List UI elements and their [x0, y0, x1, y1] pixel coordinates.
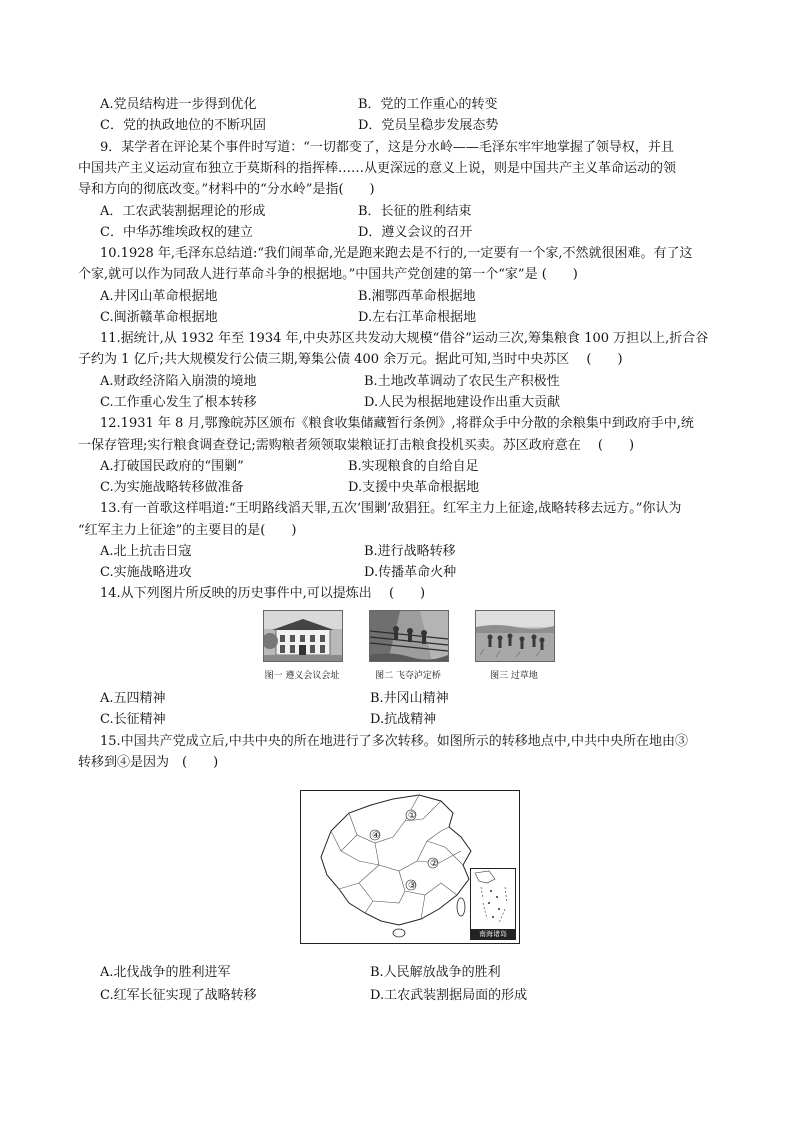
q11-option-a[interactable]: A.财政经济陷入崩溃的境地 — [100, 374, 257, 389]
map-marker-4: ④ — [372, 831, 381, 841]
q8-option-a[interactable]: A.党员结构进一步得到优化 — [100, 97, 257, 112]
q12-stem-line-2: 一保存管理;实行粮食调查登记;需购粮者须领取粜粮证打击粮食投机买卖。苏区政府意在 ( ) — [78, 438, 635, 453]
q10-option-c[interactable]: C.闽浙赣革命根据地 — [100, 310, 218, 325]
q9-stem-line-3: 导和方向的彻底改变。”材料中的“分水岭”是指( ) — [78, 182, 375, 197]
q11-stem-line-2: 子约为 1 亿斤;共大规模发行公债三期,筹集公债 400 余万元。据此可知,当时中央苏区 ( ) — [78, 352, 623, 367]
q12-option-c[interactable]: C.为实施战略转移做准备 — [100, 480, 244, 495]
q14-stem-line-1: 14.从下列图片所反映的历史事件中,可以提炼出 ( ) — [100, 586, 426, 601]
q11-option-d[interactable]: D.人民为根据地建设作出重大贡献 — [364, 395, 561, 410]
figure-3-photo — [475, 610, 555, 662]
q12-option-d[interactable]: D.支援中央革命根据地 — [348, 480, 480, 495]
q8-option-d[interactable]: D．党员呈稳步发展态势 — [358, 118, 499, 133]
q10-option-d[interactable]: D.左右江革命根据地 — [358, 310, 477, 325]
q14-figures — [255, 610, 565, 682]
q14-option-d[interactable]: D.抗战精神 — [370, 712, 437, 727]
q12-option-a[interactable]: A.打破国民政府的“围剿” — [100, 459, 244, 474]
q11-stem-line-1: 11.据统计,从 1932 年至 1934 年,中央苏区共发动大规模“借谷”运动三次,筹集粮食 100 万担以上,折合谷 — [100, 331, 709, 346]
map-marker-3: ③ — [408, 881, 417, 891]
q10-option-a[interactable]: A.井冈山革命根据地 — [100, 289, 218, 304]
q9-option-c[interactable]: C．中华苏维埃政权的建立 — [100, 225, 253, 240]
q11-option-c[interactable]: C.工作重心发生了根本转移 — [100, 395, 257, 410]
china-map — [300, 790, 520, 944]
q15-stem-line-2: 转移到④是因为 ( ) — [78, 755, 219, 770]
q13-option-c[interactable]: C.实施战略进攻 — [100, 565, 192, 580]
map-marker-1: ① — [408, 811, 417, 821]
q13-stem-line-2: “红军主力上征途”的主要目的是( ) — [78, 523, 297, 538]
figure-2-caption: 图二 飞夺泸定桥 — [375, 671, 441, 681]
figure-1-photo — [263, 610, 343, 662]
figure-1 — [263, 610, 341, 681]
q10-option-b[interactable]: B.湘鄂西革命根据地 — [358, 289, 476, 304]
q9-option-b[interactable]: B．长征的胜利结束 — [358, 204, 472, 219]
q9-option-a[interactable]: A．工农武装割据理论的形成 — [100, 204, 266, 219]
figure-2-photo — [369, 610, 449, 662]
q9-stem-line-2: 中国共产主义运动宣布独立于莫斯科的指挥棒……从更深远的意义上说，则是中国共产主义革命运动的领 — [78, 161, 677, 176]
q14-option-a[interactable]: A.五四精神 — [100, 691, 166, 706]
figure-3-caption: 图三 过草地 — [490, 671, 538, 681]
q15-option-b[interactable]: B.人民解放战争的胜利 — [370, 965, 501, 980]
inset-label: 南海诸岛 — [471, 929, 515, 939]
figure-1-caption: 图一 遵义会议会址 — [264, 671, 340, 681]
q14-option-b[interactable]: B.井冈山精神 — [370, 691, 449, 706]
q15-option-c[interactable]: C.红军长征实现了战略转移 — [100, 988, 257, 1003]
q11-option-b[interactable]: B.土地改革调动了农民生产积极性 — [364, 374, 560, 389]
q13-option-a[interactable]: A.北上抗击日寇 — [100, 544, 192, 559]
q15-stem-line-1: 15.中国共产党成立后,中共中央的所在地进行了多次转移。如图所示的转移地点中,中共中央所在地由③ — [100, 734, 688, 749]
q13-option-d[interactable]: D.传播革命火种 — [364, 565, 457, 580]
q15-option-d[interactable]: D.工农武装割据局面的形成 — [370, 988, 528, 1003]
figure-2 — [369, 610, 447, 681]
q9-option-d[interactable]: D．遵义会议的召开 — [358, 225, 473, 240]
q15-option-a[interactable]: A.北伐战争的胜利进军 — [100, 965, 231, 980]
q8-option-c[interactable]: C．党的执政地位的不断巩固 — [100, 118, 266, 133]
map-marker-2: ② — [430, 859, 439, 869]
q12-stem-line-1: 12.1931 年 8 月,鄂豫皖苏区颁布《粮食收集储藏暂行条例》,将群众手中分散的余粮集中到政府手中,统 — [100, 416, 694, 431]
figure-3 — [475, 610, 553, 681]
q13-stem-line-1: 13.有一首歌这样唱道:“王明路线滔天罪,五次‘围剿’敌猖狂。红军主力上征途,战略转移去远方。”你认为 — [100, 501, 682, 516]
q10-stem-line-1: 10.1928 年,毛泽东总结道:“我们闹革命,光是跑来跑去是不行的,一定要有一个家,不然就很困难。有了这 — [100, 246, 693, 261]
q13-option-b[interactable]: B.进行战略转移 — [364, 544, 456, 559]
q14-option-c[interactable]: C.长征精神 — [100, 712, 166, 727]
q10-stem-line-2: 个家,就可以作为同敌人进行革命斗争的根据地。”中国共产党创建的第一个“家”是 ( ) — [78, 267, 578, 282]
south-china-sea-inset — [470, 868, 516, 940]
q9-stem-line-1: 9．某学者在评论某个事件时写道：“一切都变了，这是分水岭——毛泽东牢牢地掌握了领导权，并且 — [100, 140, 674, 155]
q8-option-b[interactable]: B．党的工作重心的转变 — [358, 97, 498, 112]
q12-option-b[interactable]: B.实现粮食的自给自足 — [348, 459, 479, 474]
